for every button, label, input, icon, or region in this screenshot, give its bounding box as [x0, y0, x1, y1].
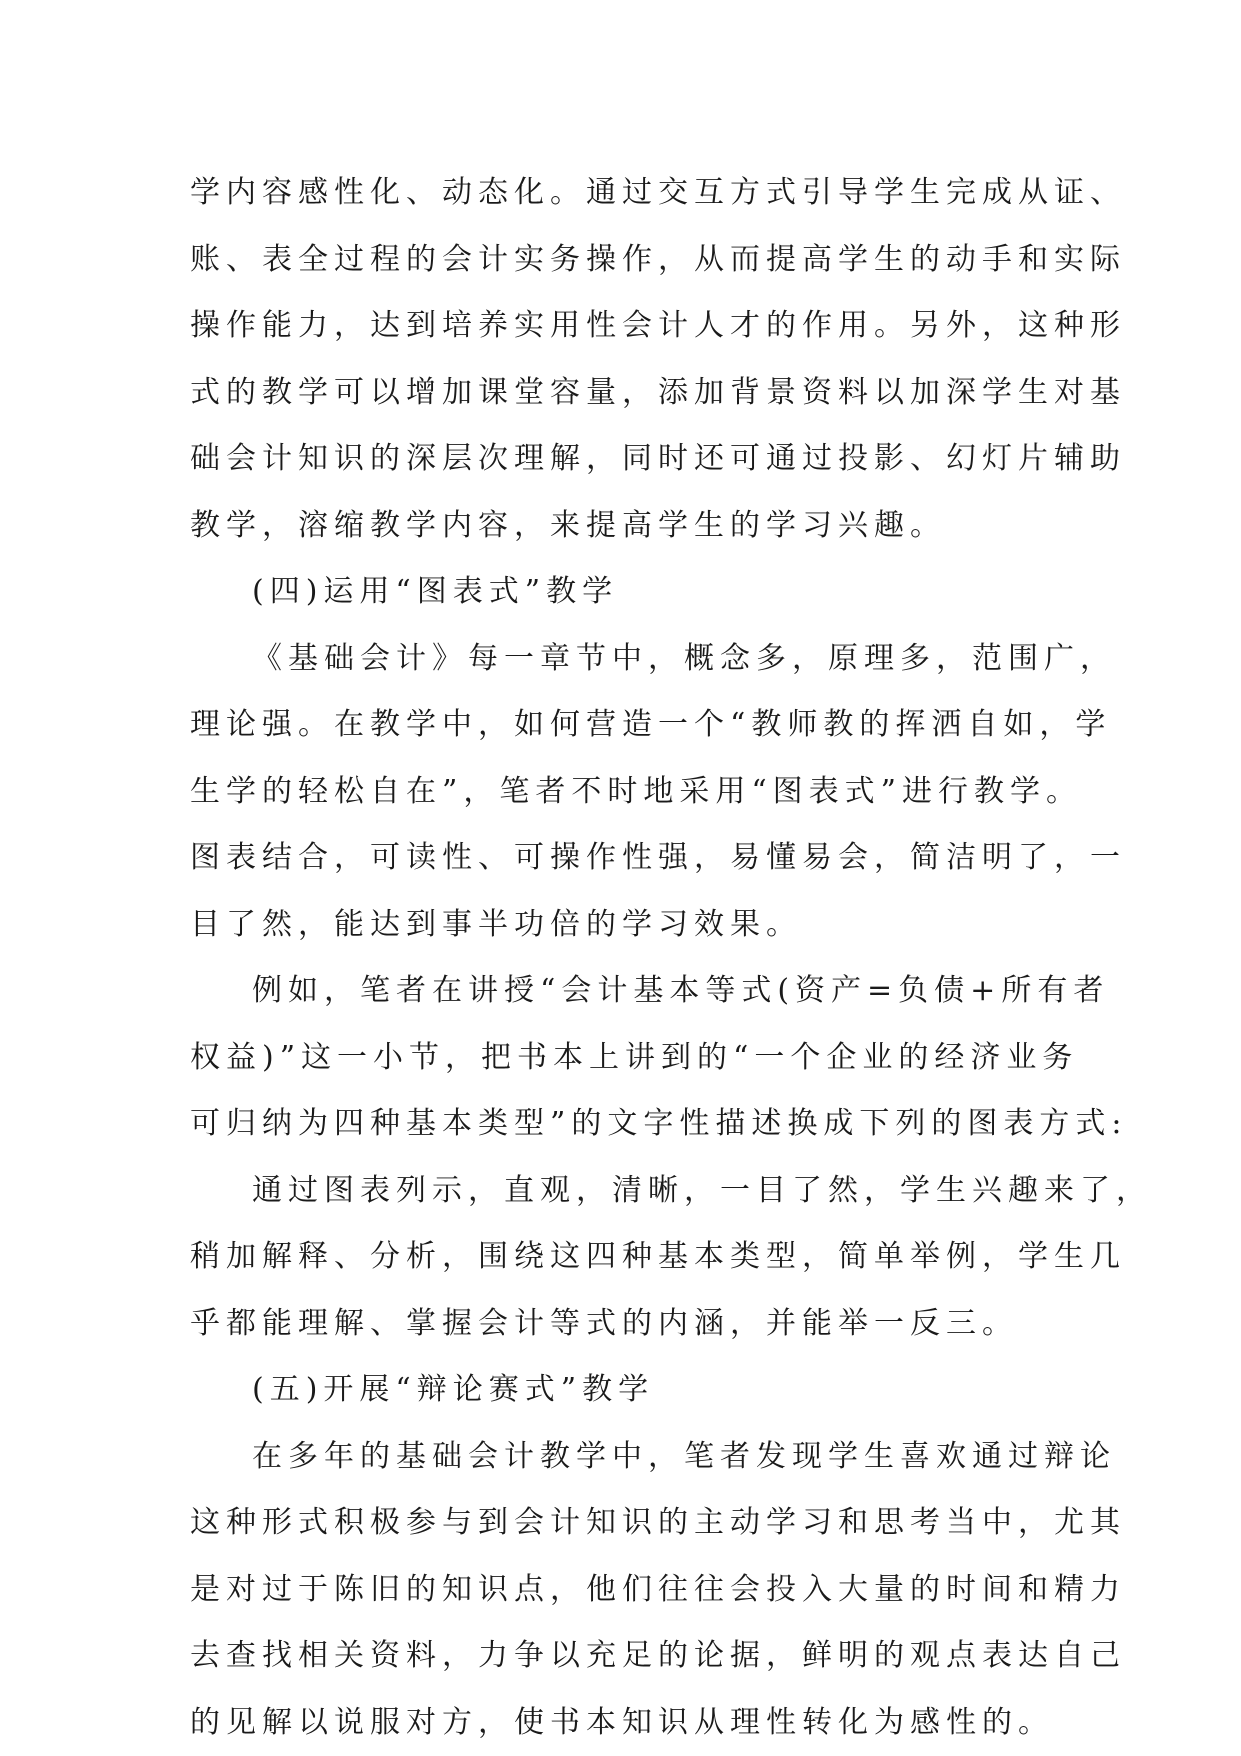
section-heading-four: (四)运用“图表式”教学: [190, 559, 1070, 626]
body-text: [190, 160, 1070, 1756]
text-line: 目了然，能达到事半功倍的学习效果。: [190, 892, 1070, 959]
text-line: 去查找相关资料，力争以充足的论据，鲜明的观点表达自己: [190, 1623, 1070, 1690]
text-line: 式的教学可以增加课堂容量，添加背景资料以加深学生对基: [190, 360, 1070, 427]
paragraph-start: 例如，笔者在讲授“会计基本等式(资产=负债+所有者: [190, 958, 1070, 1025]
text-line: 础会计知识的深层次理解，同时还可通过投影、幻灯片辅助: [190, 426, 1070, 493]
text-line: 的见解以说服对方，使书本知识从理性转化为感性的。: [190, 1690, 1070, 1756]
text-line: 可归纳为四种基本类型”的文字性描述换成下列的图表方式:: [190, 1091, 1070, 1158]
text-line: 学内容感性化、动态化。通过交互方式引导学生完成从证、: [190, 160, 1070, 227]
text-line: 理论强。在教学中，如何营造一个“教师教的挥洒自如，学: [190, 692, 1070, 759]
text-line: 图表结合，可读性、可操作性强，易懂易会，简洁明了，一: [190, 825, 1070, 892]
paragraph-start: 通过图表列示，直观，清晰，一目了然，学生兴趣来了，: [190, 1158, 1070, 1225]
text-line: 乎都能理解、掌握会计等式的内涵，并能举一反三。: [190, 1291, 1070, 1358]
text-line: 这种形式积极参与到会计知识的主动学习和思考当中，尤其: [190, 1490, 1070, 1557]
paragraph-start: 《基础会计》每一章节中，概念多，原理多，范围广，: [190, 626, 1070, 693]
text-line: 生学的轻松自在”，笔者不时地采用“图表式”进行教学。: [190, 759, 1070, 826]
paragraph-start: 在多年的基础会计教学中，笔者发现学生喜欢通过辩论: [190, 1424, 1070, 1491]
text-line: 账、表全过程的会计实务操作，从而提高学生的动手和实际: [190, 227, 1070, 294]
text-line: 稍加解释、分析，围绕这四种基本类型，简单举例，学生几: [190, 1224, 1070, 1291]
section-heading-five: (五)开展“辩论赛式”教学: [190, 1357, 1070, 1424]
text-line: 权益)”这一小节，把书本上讲到的“一个企业的经济业务: [190, 1025, 1070, 1092]
text-line: 是对过于陈旧的知识点，他们往往会投入大量的时间和精力: [190, 1557, 1070, 1624]
text-line: 教学，溶缩教学内容，来提高学生的学习兴趣。: [190, 493, 1070, 560]
text-line: 操作能力，达到培养实用性会计人才的作用。另外，这种形: [190, 293, 1070, 360]
